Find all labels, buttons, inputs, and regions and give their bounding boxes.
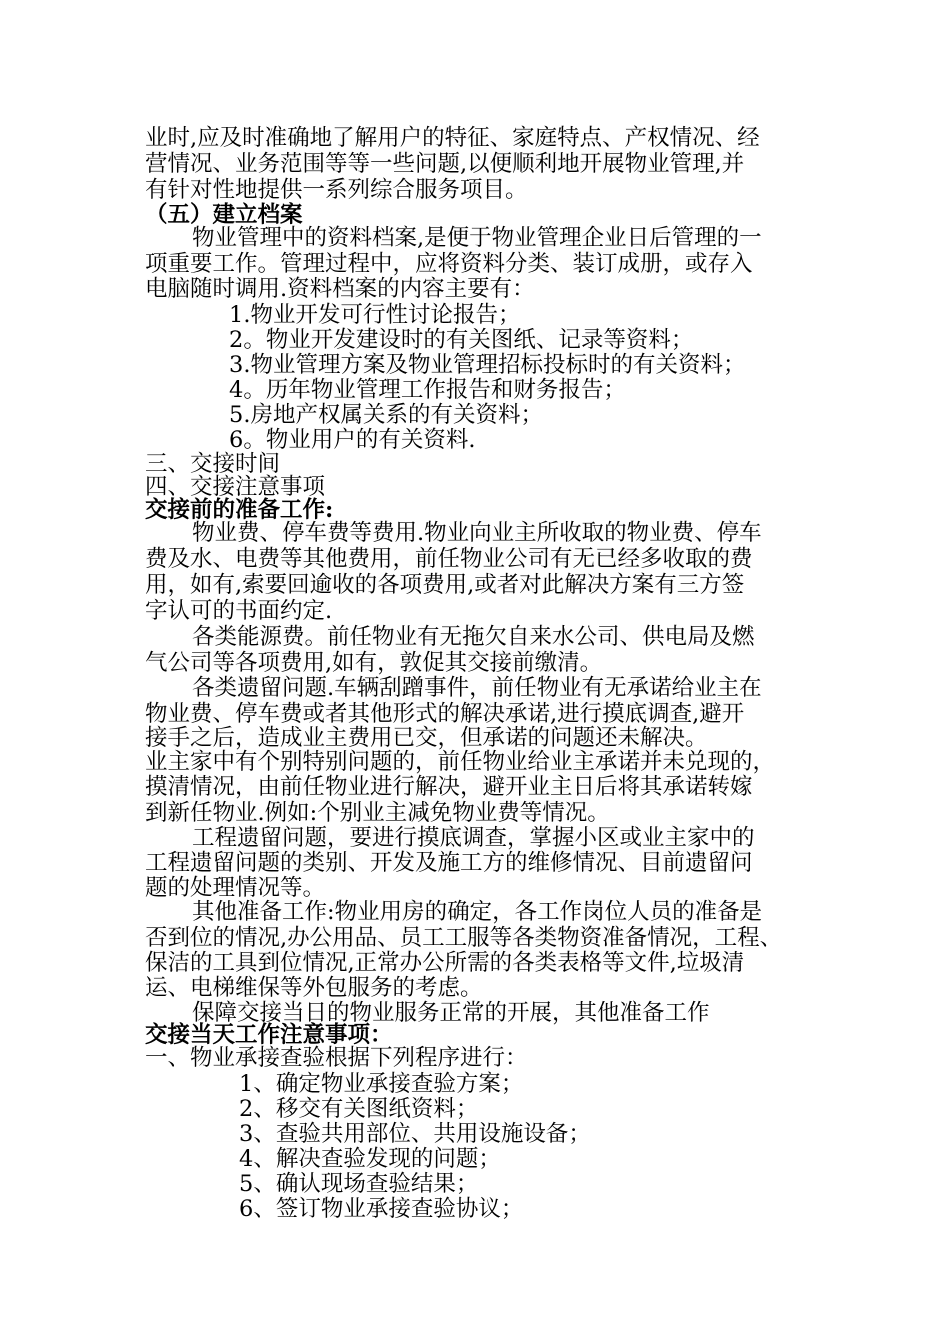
list-item: 5、确认现场查验结果； — [239, 1171, 479, 1197]
list-item: 4、解决查验发现的问题； — [239, 1146, 501, 1172]
paragraph-line: 电脑随时调用.资料档案的内容主要有： — [145, 276, 535, 302]
list-item: 5.房地产权属关系的有关资料； — [229, 402, 543, 428]
paragraph-line: 题的处理情况等。 — [145, 875, 326, 901]
list-item: 2、移交有关图纸资料； — [239, 1096, 479, 1122]
paragraph-line: 业主家中有个别特别问题的，前任物业给业主承诺并未兑现的， — [145, 749, 776, 775]
subsection-heading: 交接当天工作注意事项： — [145, 1022, 393, 1048]
list-item: 1.物业开发可行性讨论报告； — [229, 302, 521, 328]
paragraph-line: 其他准备工作:物业用房的确定，各工作岗位人员的准备是 — [192, 899, 763, 925]
paragraph-line: 营情况、业务范围等等一些问题,以便顺利地开展物业管理,并 — [145, 151, 745, 177]
paragraph-line: 运、电梯维保等外包服务的考虑。 — [145, 975, 483, 1001]
paragraph-line: 各类遗留问题.车辆刮蹭事件，前任物业有无承诺给业主在 — [192, 675, 762, 701]
paragraph-line: 用，如有,索要回逾收的各项费用,或者对此解决方案有三方签 — [145, 572, 745, 598]
list-item: 6。物业用户的有关资料. — [229, 427, 476, 453]
list-item: 1、确定物业承接查验方案； — [239, 1071, 524, 1097]
paragraph-line: 气公司等各项费用,如有，敦促其交接前缴清。 — [145, 650, 603, 676]
list-item: 6、签订物业承接查验协议； — [239, 1196, 524, 1222]
paragraph-line: 摸清情况，由前任物业进行解决，避开业主日后将其承诺转嫁 — [145, 774, 753, 800]
section-heading: 三、交接时间 — [145, 451, 281, 477]
paragraph-line: 有针对性地提供一系列综合服务项目。 — [145, 177, 528, 203]
paragraph-line: 接手之后，造成业主费用已交，但承诺的问题还未解决。 — [145, 725, 708, 751]
paragraph-line: 到新任物业.例如:个别业主减免物业费等情况。 — [145, 800, 610, 826]
list-item: 3.物业管理方案及物业管理招标投标时的有关资料； — [229, 352, 746, 378]
paragraph-line: 业时,应及时准确地了解用户的特征、家庭特点、产权情况、经 — [145, 125, 760, 151]
list-item: 4。历年物业管理工作报告和财务报告； — [229, 377, 626, 403]
paragraph-line: 物业管理中的资料档案,是便于物业管理企业日后管理的一 — [192, 225, 762, 251]
paragraph-line: 项重要工作。管理过程中，应将资料分类、装订成册，或存入 — [145, 251, 753, 277]
paragraph-line: 保洁的工具到位情况,正常办公所需的各类表格等文件,垃圾清 — [145, 950, 745, 976]
section-heading: （五）建立档案 — [145, 202, 303, 228]
paragraph-line: 物业费、停车费等费用.物业向业主所收取的物业费、停车 — [192, 520, 762, 546]
list-item: 2。物业开发建设时的有关图纸、记录等资料； — [229, 327, 694, 353]
section-heading: 一、物业承接查验根据下列程序进行： — [145, 1045, 528, 1071]
subsection-heading: 交接前的准备工作: — [145, 497, 334, 523]
paragraph-line: 否到位的情况,办公用品、员工工服等各类物资准备情况，工程、 — [145, 925, 783, 951]
paragraph-line: 工程遗留问题的类别、开发及施工方的维修情况、目前遗留问 — [145, 850, 753, 876]
paragraph-line: 物业费、停车费或者其他形式的解决承诺,进行摸底调查,避开 — [145, 701, 745, 727]
paragraph-line: 各类能源费。前任物业有无拖欠自来水公司、供电局及燃 — [192, 624, 755, 650]
paragraph-line: 费及水、电费等其他费用，前任物业公司有无已经多收取的费 — [145, 546, 753, 572]
list-item: 3、查验共用部位、共用设施设备； — [239, 1121, 591, 1147]
paragraph-line: 保障交接当日的物业服务正常的开展，其他准备工作 — [192, 1000, 710, 1026]
paragraph-line: 字认可的书面约定. — [145, 598, 333, 624]
paragraph-line: 工程遗留问题，要进行摸底调查，掌握小区或业主家中的 — [192, 825, 755, 851]
section-heading: 四、交接注意事项 — [145, 474, 326, 500]
